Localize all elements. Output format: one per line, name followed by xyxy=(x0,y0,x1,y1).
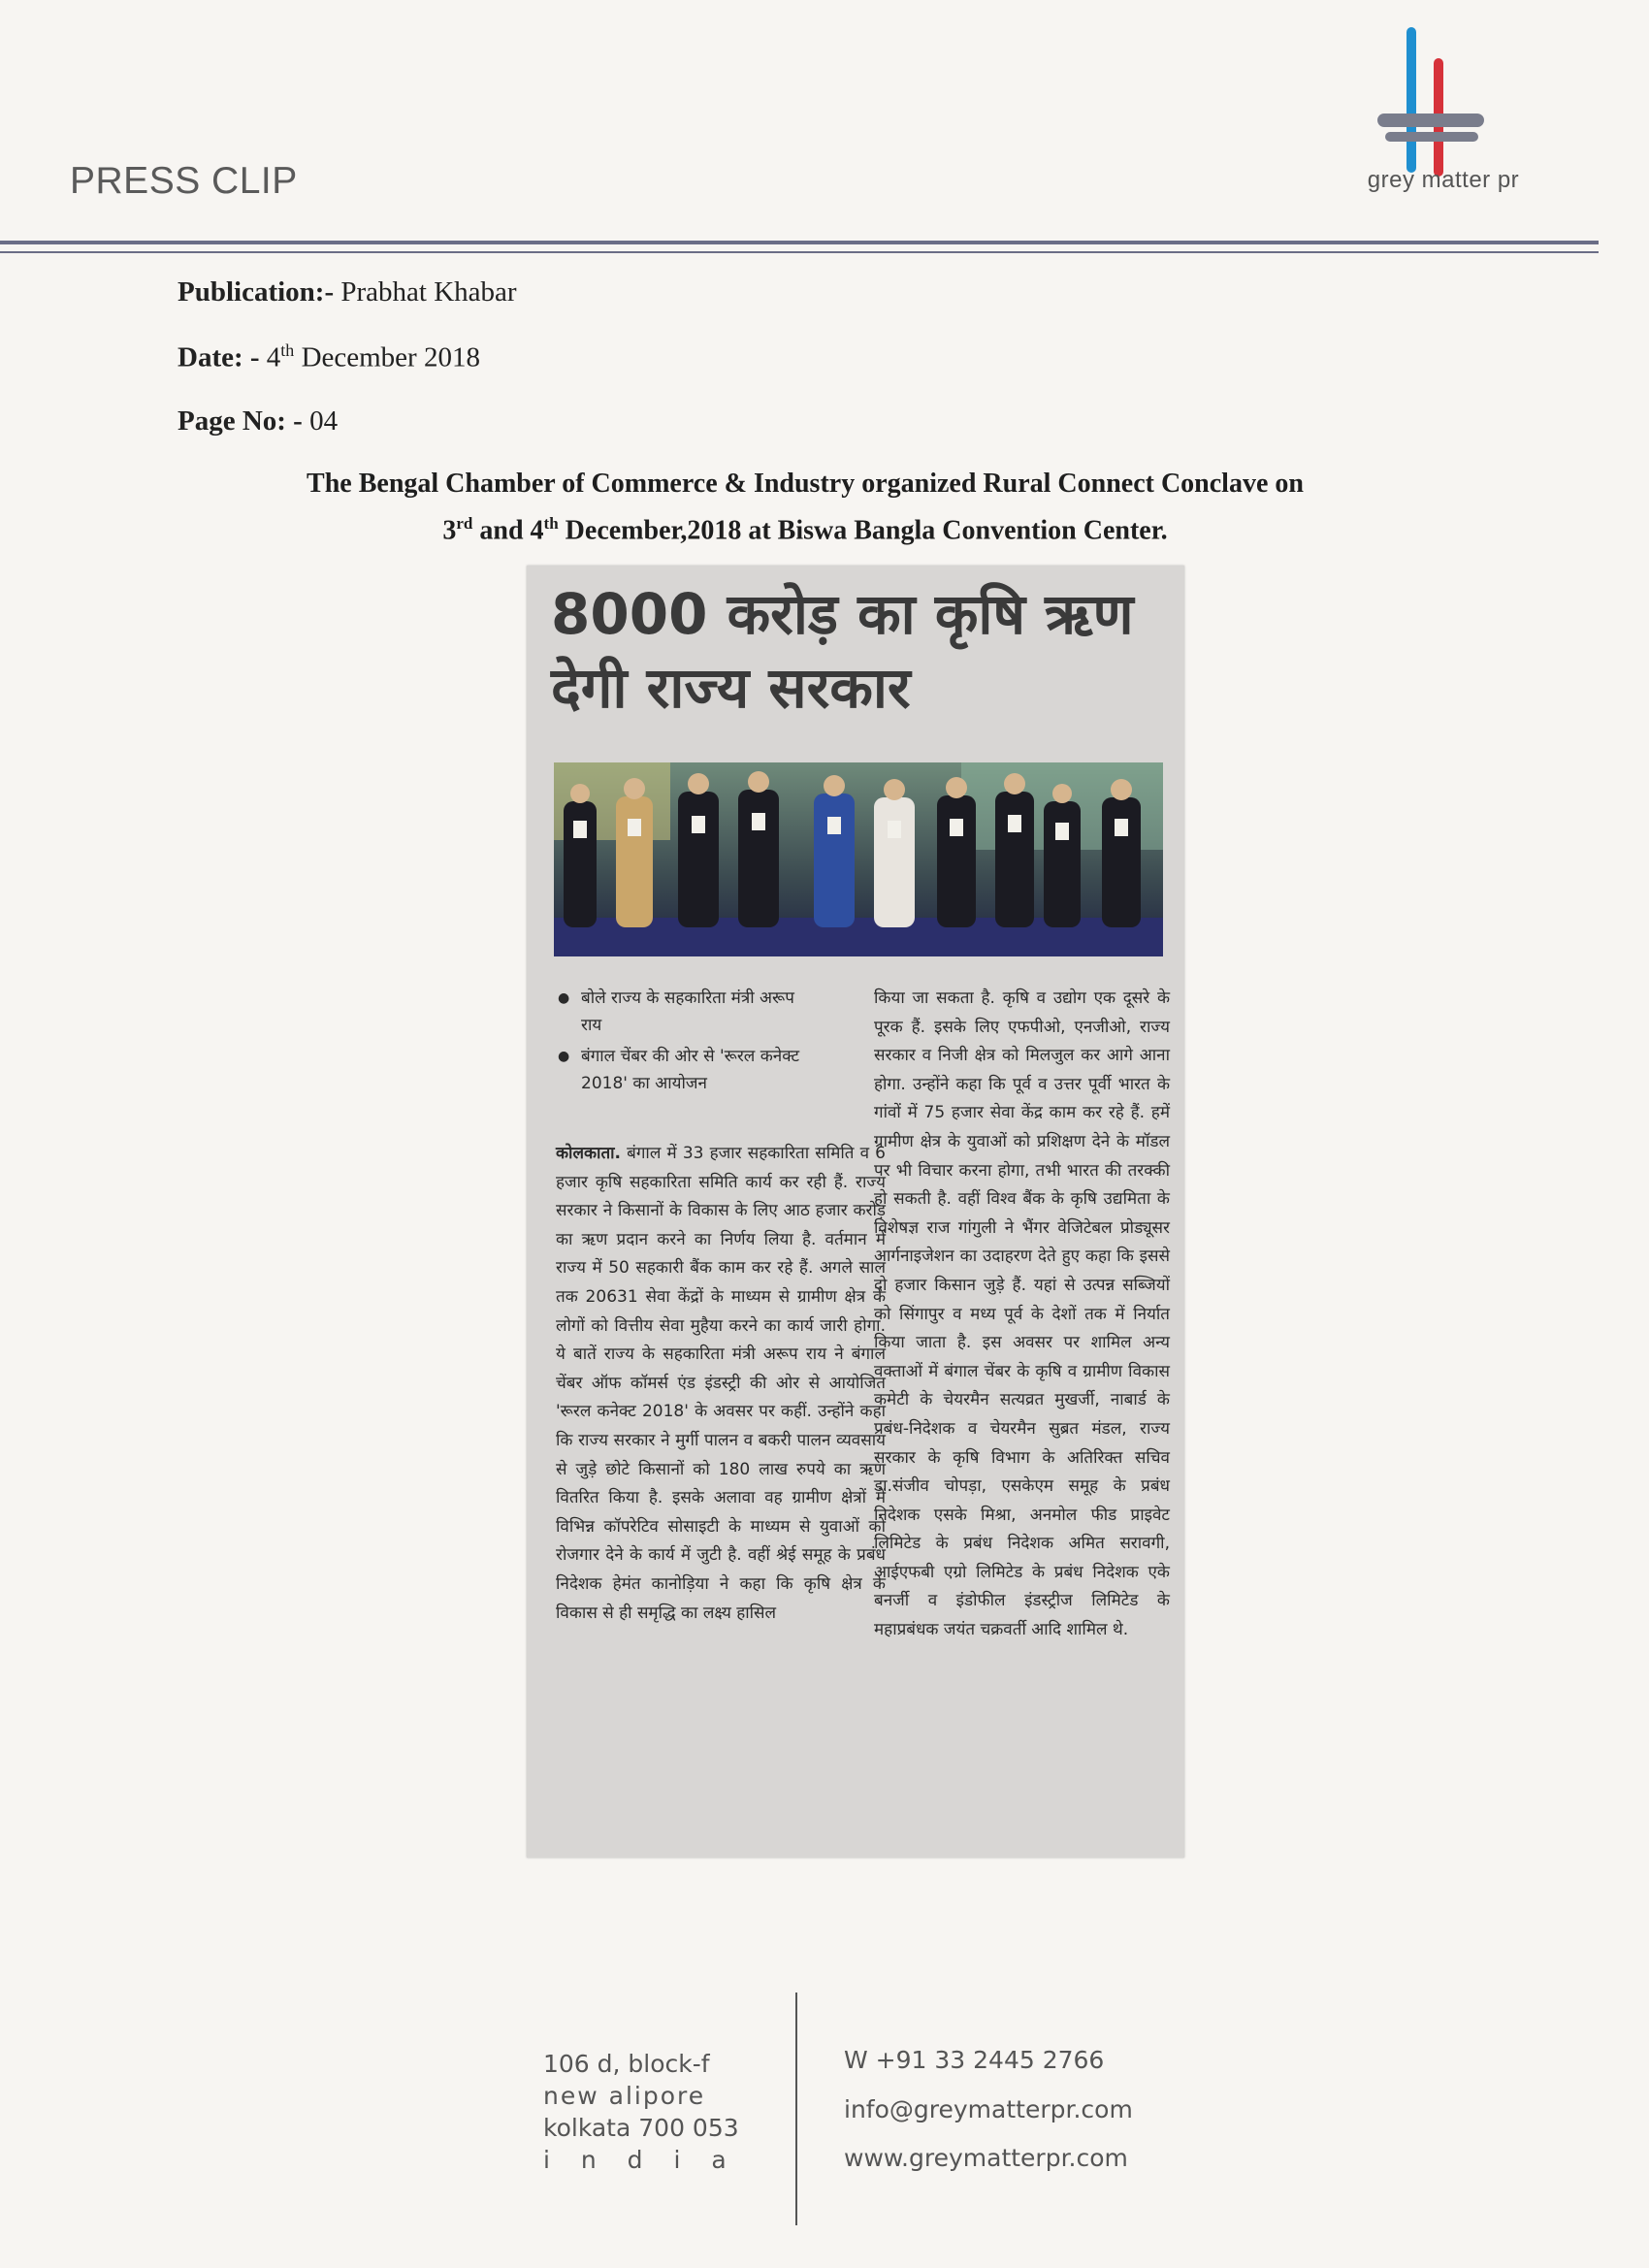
page-number-line xyxy=(178,405,338,437)
event-photo xyxy=(554,762,1163,956)
header-rule-thin xyxy=(0,251,1599,253)
page-label: Page No: - xyxy=(178,405,303,437)
clip-headline xyxy=(116,464,1494,550)
headline-3: 3 xyxy=(442,515,457,546)
page-value: 04 xyxy=(309,405,339,437)
dateline: कोलकाता. xyxy=(556,1144,621,1163)
address-line: new alipore xyxy=(543,2082,706,2110)
date-suffix: th xyxy=(280,340,295,360)
clipping-title-line-1: 8000 करोड़ का कृषि ऋण xyxy=(551,581,1134,647)
footer-divider xyxy=(795,1993,797,2225)
clipping-title-line-2: देगी राज्य सरकार xyxy=(551,655,911,721)
press-clip-label: PRESS CLIP xyxy=(70,160,298,202)
headline-line-1: The Bengal Chamber of Commerce & Industry organized Rural Connect Conclave on xyxy=(307,469,1304,499)
date-rest: December 2018 xyxy=(301,341,480,373)
clipping-title xyxy=(551,577,1172,725)
bullet-item: ● बंगाल चेंबर की ओर से 'रूरल कनेक्ट 2018' का आयोजन xyxy=(556,1043,818,1097)
address-line: 106 d, block-f xyxy=(543,2050,710,2078)
article-column-1 xyxy=(556,1140,886,1628)
publication-value: Prabhat Khabar xyxy=(340,276,517,308)
headline-sup-th: th xyxy=(543,514,559,533)
article-column-2 xyxy=(874,985,1170,1645)
address-line: i n d i a xyxy=(543,2146,738,2174)
bullet-item: ● बोले राज्य के सहकारिता मंत्री अरूप राय xyxy=(556,985,818,1039)
column-1-text: बंगाल में 33 हजार सहकारिता समिति व 6 हजार कृषि सहकारिता समिति कार्य कर रही हैं. राज्य सरकार ने किसानों के विकास के लिए आठ हजार करोड़ का ऋण प्रदान करने का निर्णय लिया है. वर्तमान में राज्य में 50 सहकारी बैंक काम कर रहे हैं. अगले साल तक 20631 सेवा केंद्रों के माध्यम से ग्रामीण क्षेत्र के लोगों को वित्तीय सेवा मुहैया करने का कार्य जारी होगा. ये बातें राज्य के सहकारिता मंत्री अरूप राय ने बंगाल चेंबर ऑफ कॉमर्स एंड इंडस्ट्री की ओर से आयोजित 'रूरल कनेक्ट 2018' के अवसर पर कहीं. उन्होंने कहा कि राज्य सरकार ने मुर्गी पालन व बकरी पालन व्यवसाय से जुड़े छोटे किसानों को 180 लाख रुपये का ऋण वितरित किया है. इसके अलावा वह ग्रामीण क्षेत्रों में विभिन्न कॉपरेटिव सोसाइटी के माध्यम से युवाओं को रोजगार देने के कार्य में जुटी है. वहीं श्रेई समूह के प्रबंध निदेशक हेमंत कानोड़िया ने कहा कि कृषि क्षेत्र के विकास से ही समृद्धि का लक्ष्य हासिल xyxy=(556,1144,887,1623)
headline-and-4: and 4 xyxy=(479,515,544,546)
headline-venue: December,2018 at Biswa Bangla Convention Center. xyxy=(565,515,1168,546)
footer-website[interactable]: www.greymatterpr.com xyxy=(844,2144,1128,2172)
footer-address xyxy=(543,2048,739,2176)
footer-email[interactable]: info@greymatterpr.com xyxy=(844,2095,1133,2123)
publication-line xyxy=(178,276,517,308)
address-line: kolkata 700 053 xyxy=(543,2114,739,2142)
header-rule xyxy=(0,241,1599,244)
headline-sup-rd: rd xyxy=(456,514,473,533)
date-label: Date: - xyxy=(178,341,260,373)
column-2-text: किया जा सकता है. कृषि व उद्योग एक दूसरे के पूरक हैं. इसके लिए एफपीओ, एनजीओ, राज्य सरकार व निजी क्षेत्र को मिलजुल कर आगे आना होगा. उन्होंने कहा कि पूर्व व उत्तर पूर्वी भारत के गांवों में 75 हजार सेवा केंद्र काम कर रहे हैं. हमें ग्रामीण क्षेत्र के युवाओं को प्रशिक्षण देने के मॉडल पर भी विचार करना होगा, तभी भारत की तरक्की हो सकती है. वहीं विश्व बैंक के कृषि उद्यमिता के विशेषज्ञ राज गांगुली ने भैंगर वेजिटेबल प्रोड्यूसर आर्गनाइजेशन का उदाहरण देते हुए कहा कि इससे दो हजार किसान जुड़े हैं. यहां से उत्पन्न सब्जियों को सिंगापुर व मध्य पूर्व के देशों तक में निर्यात किया जाता है. इस अवसर पर शामिल अन्य वक्ताओं में बंगाल चेंबर के कृषि व ग्रामीण विकास कमेटी के चेयरमैन सत्यव्रत मुखर्जी, नाबार्ड के प्रबंध-निदेशक व चेयरमैन सुब्रत मंडल, राज्य सरकार के कृषि विभाग के अतिरिक्त सचिव डा.संजीव चोपड़ा, एसकेएम समूह के प्रबंध निदेशक एसके मिश्रा, अनमोल फीड प्राइवेट लिमिटेड के प्रबंध निदेशक अमित सरावगी, आईएफबी एग्रो लिमिटेड के प्रबंध निदेशक एके बनर्जी व इंडोफील इंडस्ट्रीज लिमिटेड के महाप्रबंधक जयंत चक्रवर्ती आदि शामिल थे. xyxy=(874,988,1170,1640)
date-day: 4 xyxy=(266,341,281,373)
date-line xyxy=(178,340,480,374)
logo-text: grey matter pr xyxy=(1367,167,1520,193)
newspaper-clipping xyxy=(527,566,1184,1858)
clipping-bullets xyxy=(556,985,818,1101)
headline-line-2 xyxy=(116,503,1494,550)
publication-label: Publication:- xyxy=(178,276,335,308)
footer-phone: W +91 33 2445 2766 xyxy=(844,2046,1105,2074)
